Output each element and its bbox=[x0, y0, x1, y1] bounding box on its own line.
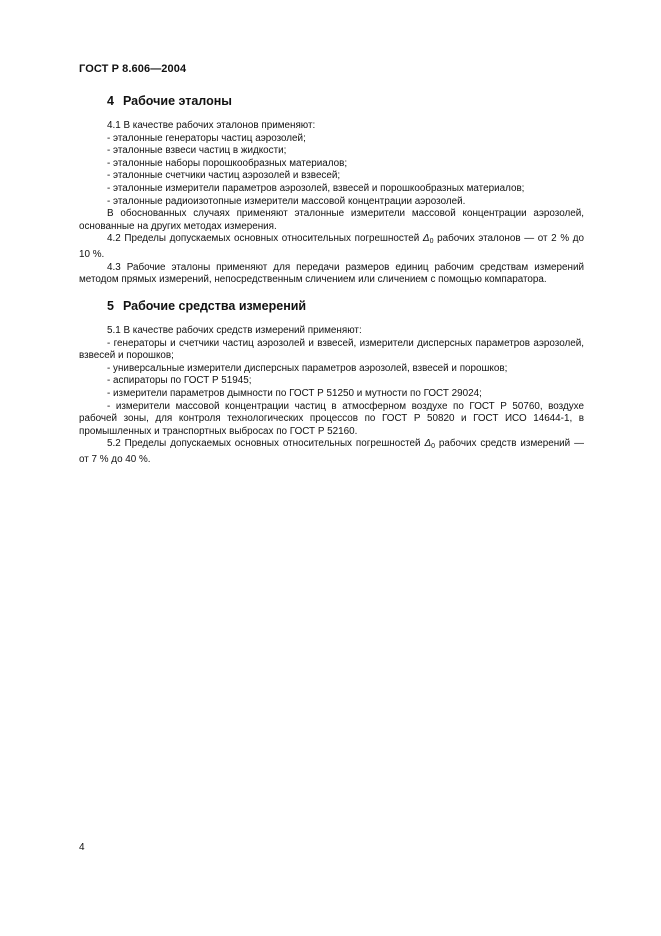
paragraph-5-2-text-b: рабочих средств измерений — от 7 % до 40 %. bbox=[79, 438, 584, 465]
list-item: - эталонные радиоизотопные измерители массовой концентрации аэрозолей. bbox=[107, 195, 466, 207]
paragraph-4-2-text-a: 4.2 Пределы допускаемых основных относительных погрешностей bbox=[107, 233, 423, 245]
section-4-title: Рабочие эталоны bbox=[122, 94, 232, 108]
delta-symbol: Δ bbox=[422, 233, 430, 245]
paragraph-5-2 bbox=[79, 438, 584, 466]
list-item: - измерители параметров дымности по ГОСТ Р 51250 и мутности по ГОСТ 29024; bbox=[107, 387, 482, 399]
paragraph-4-2-text-b: рабочих эталонов — от 2 % до 10 %. bbox=[79, 233, 585, 260]
list-item: - эталонные наборы порошкообразных материалов; bbox=[107, 157, 348, 169]
section-5-heading bbox=[107, 299, 306, 313]
paragraph-4-2 bbox=[79, 233, 584, 261]
delta-subscript: 0 bbox=[431, 443, 435, 451]
list-item: - измерители массовой концентрации частиц в атмосферном воздухе по ГОСТ Р 50760, воздухе рабочей зоны, для контроля технологических процессов по ГОСТ Р 50820 и ГОСТ ИСО 14644-1, в промышленных и транспортных выбросах по ГОСТ Р 52160. bbox=[79, 400, 584, 437]
paragraph-4-1-note: В обоснованных случаях применяют эталонные измерители массовой концентрации аэрозолей, основанные на других методах измерения. bbox=[79, 208, 584, 232]
section-5-body bbox=[79, 325, 584, 467]
delta-subscript: 0 bbox=[429, 238, 434, 246]
list-item: - эталонные измерители параметров аэрозолей, взвесей и порошкообразных материалов; bbox=[107, 182, 525, 194]
paragraph-4-3: 4.3 Рабочие эталоны применяют для передачи размеров единиц рабочим средствам измерений методом прямых измерений, непосредственным сличением или сличением с помощью компаратора. bbox=[79, 261, 584, 286]
list-item: - аспираторы по ГОСТ Р 51945; bbox=[107, 375, 252, 387]
list-item: - универсальные измерители дисперсных параметров аэрозолей, взвесей и порошков; bbox=[107, 362, 508, 374]
paragraph-5-1-intro: 5.1 В качестве рабочих средств измерений применяют: bbox=[107, 325, 362, 336]
list-item: - эталонные счетчики частиц аэрозолей и взвесей; bbox=[107, 170, 341, 182]
paragraph-5-2-text-a: 5.2 Пределы допускаемых основных относительных погрешностей bbox=[107, 438, 425, 450]
document-header: ГОСТ Р 8.606—2004 bbox=[79, 63, 187, 75]
list-item: - эталонные генераторы частиц аэрозолей; bbox=[107, 132, 306, 144]
list-item: - эталонные взвеси частиц в жидкости; bbox=[107, 145, 287, 157]
delta-symbol: Δ bbox=[424, 438, 432, 450]
section-4-body bbox=[79, 120, 584, 287]
section-4-number: 4 bbox=[107, 94, 114, 108]
section-5-number: 5 bbox=[107, 299, 114, 313]
list-item: - генераторы и счетчики частиц аэрозолей и взвесей, измерители дисперсных параметров аэрозолей, взвесей и порошков; bbox=[79, 337, 584, 362]
paragraph-4-1-intro: 4.1 В качестве рабочих эталонов применяют: bbox=[107, 120, 316, 131]
page-number: 4 bbox=[79, 842, 85, 853]
section-4-heading bbox=[107, 94, 232, 108]
section-5-title: Рабочие средства измерений bbox=[122, 299, 307, 313]
